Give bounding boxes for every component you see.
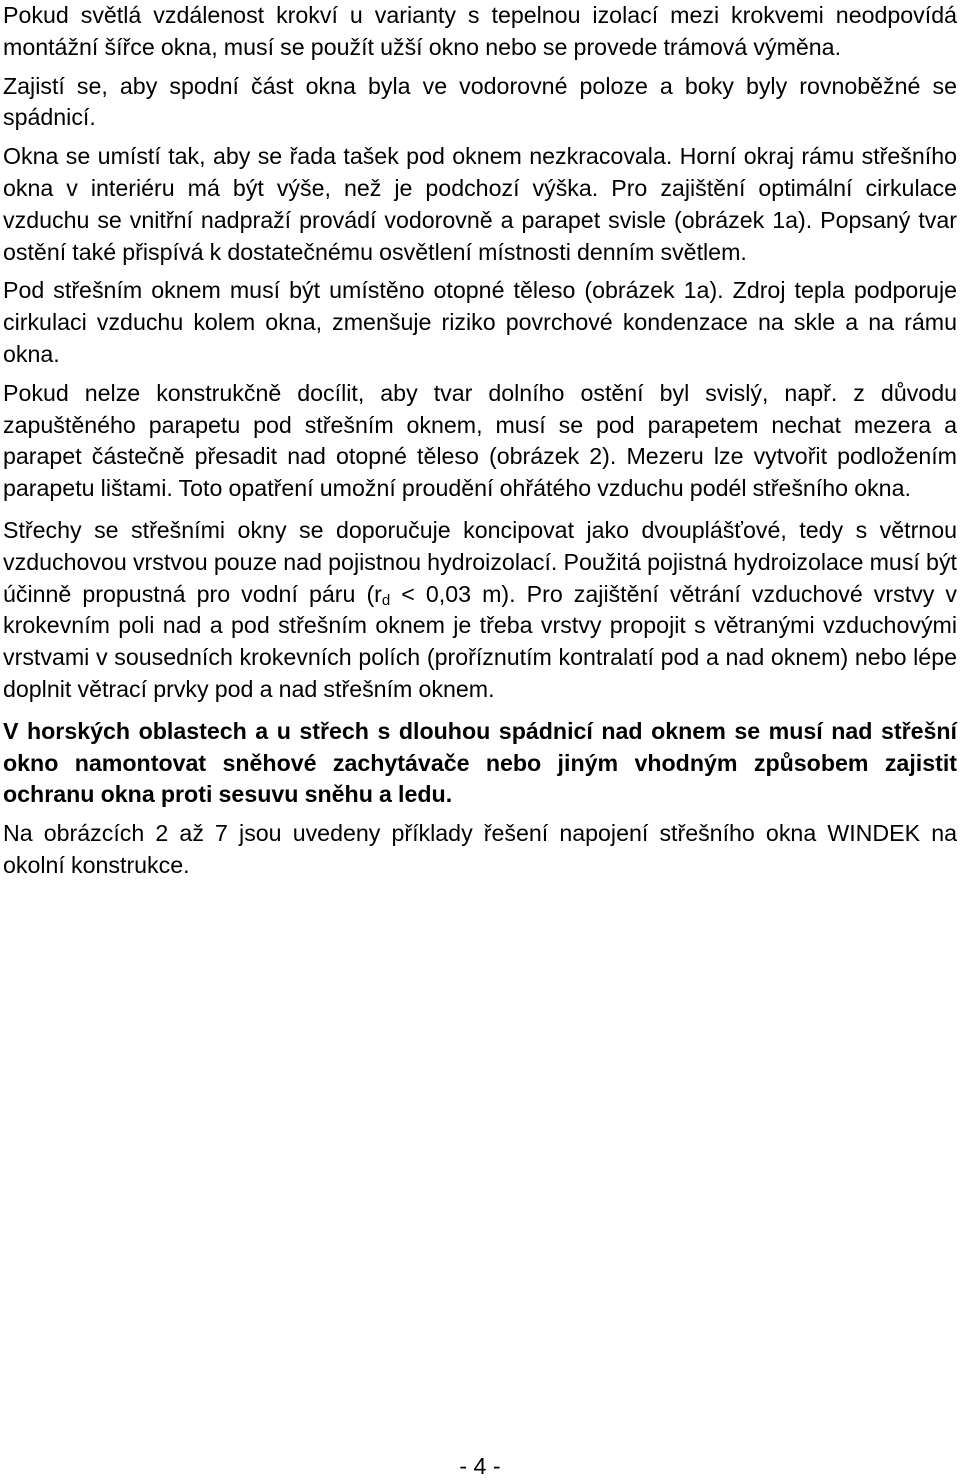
- document-page: [3, 0, 957, 882]
- paragraph-window-position: Zajistí se, aby spodní část okna byla ve vodorovné poloze a boky byly rovnoběžné se spádnicí.: [3, 72, 957, 131]
- paragraph-snow-guards: V horských oblastech a u střech s dlouhou spádnicí nad oknem se musí nad střešní okno namontovat sněhové zachytávače nebo jiným vhodným způsobem zajistit ochranu okna proti sesuvu sněhu a ledu.: [3, 717, 957, 808]
- roof-ventilation-subscript: d: [381, 591, 391, 609]
- paragraph-roof-ventilation: [3, 515, 957, 706]
- paragraph-radiator: Pod střešním oknem musí být umístěno otopné těleso (obrázek 1a). Zdroj tepla podporuje cirkulaci vzduchu kolem okna, zmenšuje riziko povrchové kondenzace na skle a na rámu okna.: [3, 277, 957, 367]
- paragraph-figures-reference: Na obrázcích 2 až 7 jsou uvedeny příklady řešení napojení střešního okna WINDEK na okolní konstrukce.: [3, 820, 957, 878]
- roof-ventilation-text-part2: < 0,03 m). Pro zajištění větrání vzduchové vrstvy v krokevním poli nad a pod střešním oknem je třeba vrstvy propojit s větranými vzduchovými vrstvami v sousedních krokevních polích (proříznutím kontralatí pod a nad oknem) nebo lépe doplnit větrací prvky pod a nad střešním oknem.: [3, 580, 958, 702]
- page-number: - 4 -: [459, 1453, 501, 1479]
- paragraph-sill-gap: Pokud nelze konstrukčně docílit, aby tvar dolního ostění byl svislý, např. z důvodu zapuštěného parapetu pod střešním oknem, musí se pod parapetem nechat mezera a parapet částečně přesadit nad otopné těleso (obrázek 2). Mezeru lze vytvořit podložením parapetu lištami. Toto opatření umožní proudění ohřátého vzduchu podél střešního okna.: [3, 379, 957, 502]
- paragraph-window-placement: Okna se umístí tak, aby se řada tašek pod oknem nezkracovala. Horní okraj rámu střešního okna v interiéru má být výše, než je podchozí výška. Pro zajištění optimální cirkulace vzduchu se vnitřní nadpraží provádí vodorovně a parapet svisle (obrázek 1a). Popsaný tvar ostění také přispívá k dostatečnému osvětlení místnosti denním světlem.: [3, 143, 957, 265]
- paragraph-rafter-spacing: Pokud světlá vzdálenost krokví u varianty s tepelnou izolací mezi krokvemi neodpovídá montážní šířce okna, musí se použít užší okno nebo se provede trámová výměna.: [3, 2, 957, 60]
- roof-ventilation-text-part1: Střechy se střešními okny se doporučuje koncipovat jako dvouplášťové, tedy s větrnou vzduchovou vrstvou pouze nad pojistnou hydroizolací. Použitá pojistná hydroizolace musí být účinně propustná pro vodní páru (r: [3, 516, 957, 607]
